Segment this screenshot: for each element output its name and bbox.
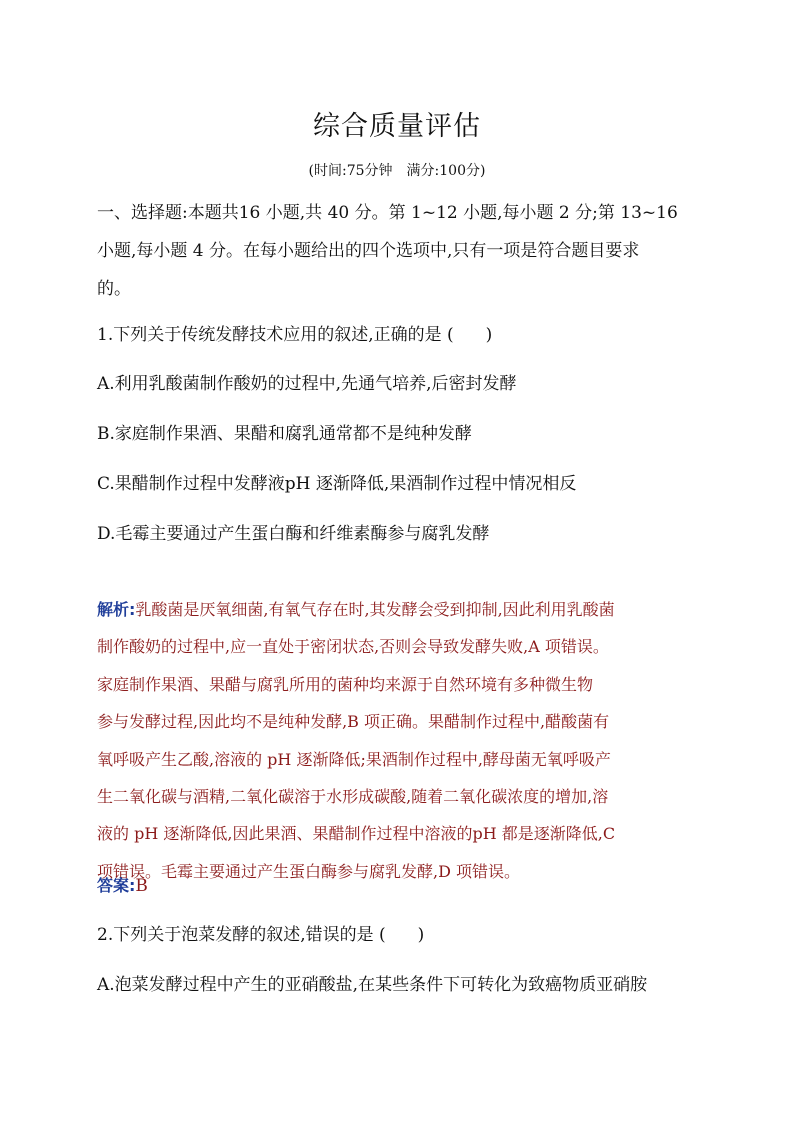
answer: [97, 867, 709, 905]
answer-line: [97, 867, 709, 905]
instruction-line: 的。: [97, 279, 131, 299]
question-1: [97, 316, 709, 354]
option-a: A.泡菜发酵过程中产生的亚硝酸盐,在某些条件下可转化为致癌物质亚硝胺: [97, 975, 648, 995]
explanation-line: 生二氧化碳与酒精,二氧化碳溶于水形成碳酸,随着二氧化碳浓度的增加,溶: [97, 786, 609, 806]
option-b: B.家庭制作果酒、果醋和腐乳通常都不是纯种发酵: [97, 424, 472, 444]
explanation-text: 乳酸菌是厌氧细菌,有氧气存在时,其发酵会受到抑制,因此利用乳酸菌: [135, 600, 615, 619]
option-c: C.果醋制作过程中发酵液pH 逐渐降低,果酒制作过程中情况相反: [97, 474, 577, 494]
exam-info: [0, 160, 794, 182]
explanation-line: 氧呼吸产生乙酸,溶液的 pH 逐渐降低;果酒制作过程中,酵母菌无氧呼吸产: [97, 749, 611, 769]
explanation-label: 解析:: [97, 600, 136, 619]
explanation-line: [97, 591, 709, 628]
explanation-line: 制作酸奶的过程中,应一直处于密闭状态,否则会导致发酵失败,A 项错误。: [97, 637, 609, 657]
question-stem: [97, 916, 709, 954]
answer-paren-open: (: [447, 325, 454, 345]
answer-label: 答案:: [97, 876, 136, 895]
instruction-line: 小题,每小题 4 分。在每小题给出的四个选项中,只有一项是符合题目要求: [97, 241, 640, 261]
explanation: [97, 591, 709, 890]
question-stem-text: 2.下列关于泡菜发酵的叙述,错误的是: [97, 925, 374, 945]
explanation-line: 参与发酵过程,因此均不是纯种发酵,B 项正确。果醋制作过程中,醋酸菌有: [97, 712, 610, 732]
section-instructions: [97, 194, 709, 308]
answer-value: B: [135, 876, 148, 896]
option-d: D.毛霉主要通过产生蛋白酶和纤维素酶参与腐乳发酵: [97, 524, 490, 544]
question-2: [97, 916, 709, 954]
explanation-line: 项错误。毛霉主要通过产生蛋白酶参与腐乳发酵,D 项错误。: [97, 861, 521, 881]
instruction-line: 一、选择题:本题共16 小题,共 40 分。第 1~12 小题,每小题 2 分;第 13~16: [97, 203, 678, 223]
question-1-options: [97, 365, 709, 553]
explanation-line: 家庭制作果酒、果醋与腐乳所用的菌种均来源于自然环境有多种微生物: [97, 674, 594, 694]
question-stem-text: 1.下列关于传统发酵技术应用的叙述,正确的是: [97, 325, 442, 345]
option-a: A.利用乳酸菌制作酸奶的过程中,先通气培养,后密封发酵: [97, 374, 517, 394]
exam-time: (时间:75分钟: [308, 163, 393, 179]
answer-paren-close: ): [485, 325, 493, 345]
question-2-options: [97, 966, 709, 1004]
page-title: 综合质量评估: [313, 111, 481, 142]
question-stem: [97, 316, 709, 354]
explanation-line: 液的 pH 逐渐降低,因此果酒、果醋制作过程中溶液的pH 都是逐渐降低,C: [97, 824, 616, 844]
exam-score: 满分:100分): [406, 163, 486, 179]
answer-paren-open: (: [379, 925, 386, 945]
answer-paren-close: ): [417, 925, 425, 945]
